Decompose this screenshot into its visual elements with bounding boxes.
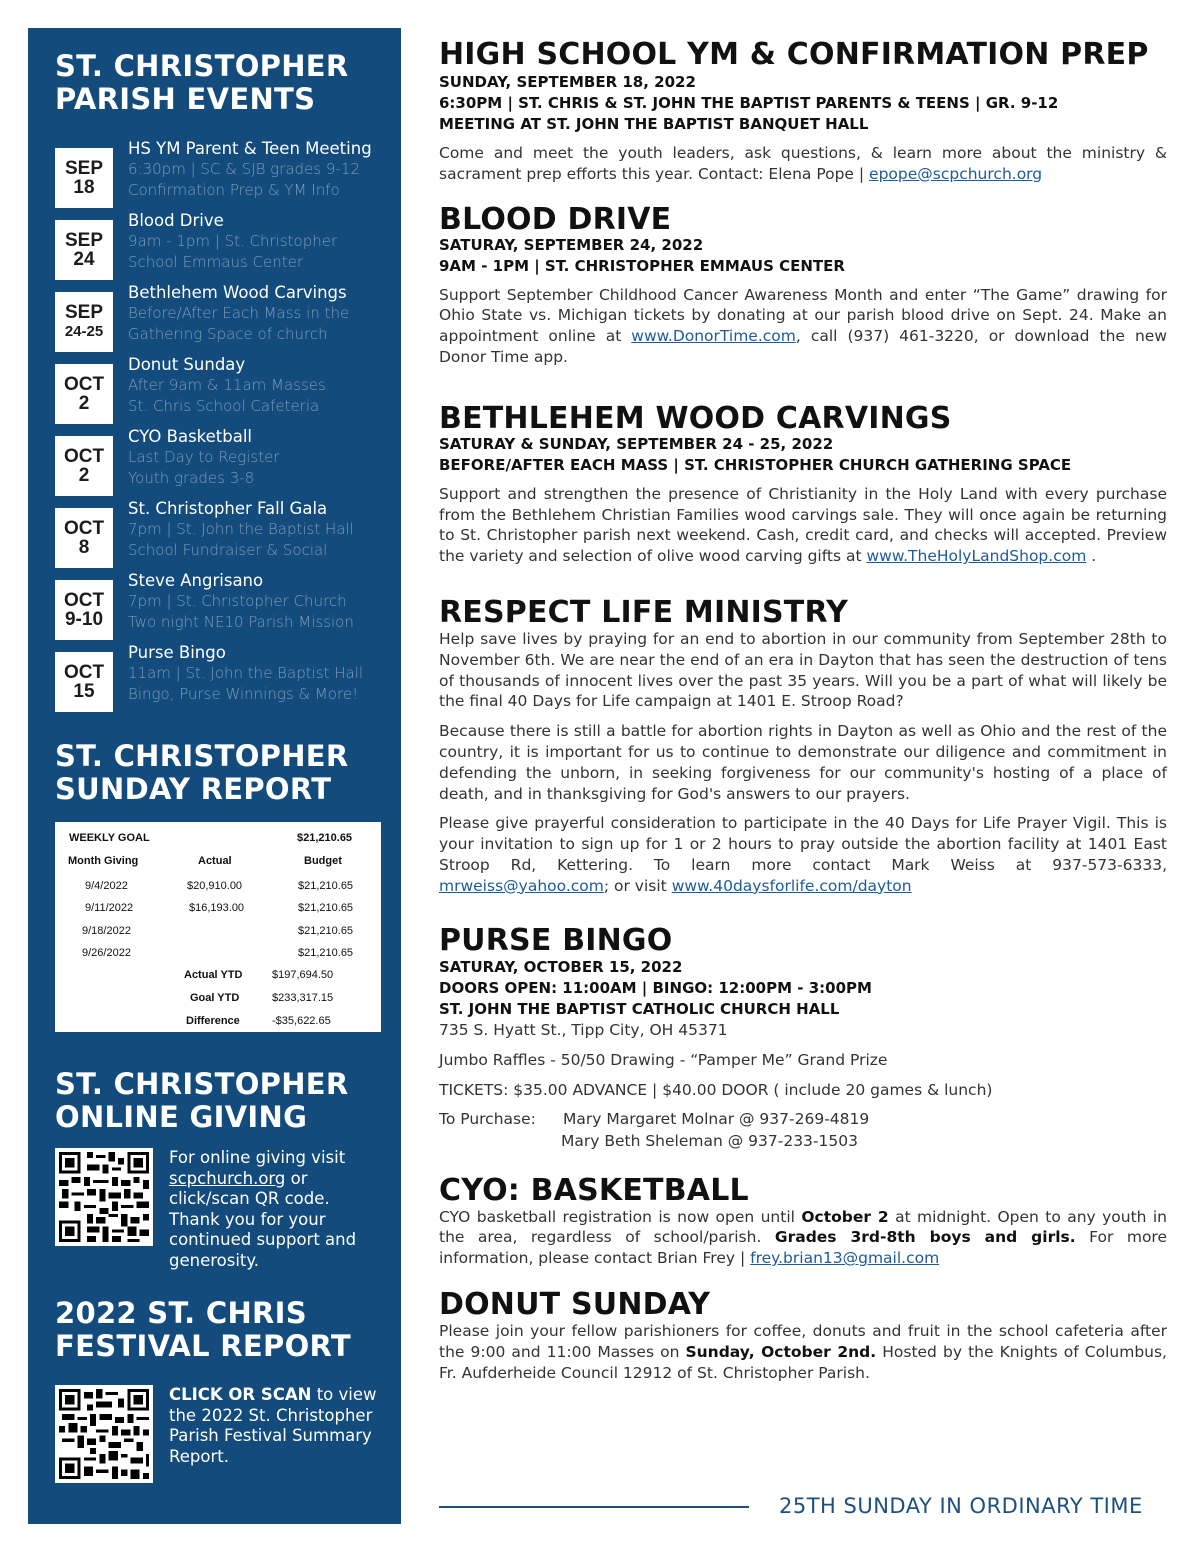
event-detail: Bingo, Purse Winnings & More! <box>128 684 359 703</box>
email-link[interactable]: frey.brian13@gmail.com <box>750 1249 940 1268</box>
scpchurch-link[interactable]: scpchurch.org <box>169 1168 286 1188</box>
event-detail: Last Day to Register <box>128 448 280 466</box>
section-subheading: 9AM - 1PM | ST. CHRISTOPHER EMMAUS CENTER <box>439 256 845 275</box>
section-subheading: MEETING AT ST. JOHN THE BAPTIST BANQUET HALL <box>439 115 869 133</box>
event-detail: School Fundraiser & Social <box>128 540 328 559</box>
event-title: HS YM Parent & Teen Meeting <box>128 139 372 158</box>
event-item[interactable] <box>55 210 401 282</box>
event-item[interactable] <box>55 354 401 426</box>
section-hs-ym <box>439 38 1167 185</box>
bingo-address: 735 S. Hyatt St., Tipp City, OH 45371 <box>439 1020 728 1039</box>
section-subheading: SATURAY, OCTOBER 15, 2022 <box>439 957 683 976</box>
section-cyo-basketball <box>439 1172 1168 1269</box>
email-link[interactable]: epope@scpchurch.org <box>869 164 1043 183</box>
weekly-goal-value: $21,210.65 <box>297 832 353 844</box>
event-detail: 7pm | St. John the Baptist Hall <box>128 520 354 538</box>
event-detail: Youth grades 3-8 <box>128 468 255 487</box>
event-item[interactable] <box>55 642 401 714</box>
section-subheading: 6:30PM | ST. CHRIS & ST. JOHN THE BAPTIST PARENTS & TEENS | GR. 9-12 <box>439 94 1059 112</box>
section-heading: CYO: BASKETBALL <box>439 1172 749 1208</box>
online-giving-heading: ST. CHRISTOPHER ONLINE GIVING <box>55 1067 349 1134</box>
section-subheading: BEFORE/AFTER EACH MASS | ST. CHRISTOPHER CHURCH GATHERING SPACE <box>439 455 1072 474</box>
event-title: St. Christopher Fall Gala <box>128 499 328 518</box>
row-date: 9/11/2022 <box>85 902 134 914</box>
goal-ytd-value: $233,317.15 <box>272 992 334 1004</box>
date-badge: SEP 24-25 <box>55 292 113 352</box>
row-budget: $21,210.65 <box>298 947 354 959</box>
difference-label: Difference <box>186 1015 240 1027</box>
event-title: Blood Drive <box>128 211 224 230</box>
donortime-link[interactable]: www.DonorTime.com <box>631 327 796 346</box>
section-bethlehem <box>439 400 1167 567</box>
event-item[interactable] <box>55 570 401 642</box>
row-date: 9/26/2022 <box>82 947 131 959</box>
bingo-tickets: TICKETS: $35.00 ADVANCE | $40.00 DOOR ( include 20 games & lunch) <box>439 1080 993 1099</box>
section-body: Help save lives by praying for an end to abortion in our community from September 28th to November 6th. We are near the end of an era in Dayton that has seen the destruction of tens of thousands of innocent lives over the past 35 years. Will you be a part of what will likely be the final 40 Days for Life campaign at 1401 E. Stroop Road? <box>439 629 1167 711</box>
row-date: 9/4/2022 <box>85 880 128 892</box>
event-detail: Gathering Space of church <box>128 324 328 343</box>
online-giving-block <box>55 1148 401 1271</box>
section-body: Support and strengthen the presence of Christianity in the Holy Land with every purchase from the Bethlehem Christian Families wood carvings sale. They will once again be returning to St. Christopher parish next weekend. Cash, credit card, and checks will accepted. Preview the variety and selection of olive wood carving gifts at www.TheHolyLandShop.com . <box>439 484 1167 566</box>
row-budget: $21,210.65 <box>298 880 354 892</box>
bingo-contact: Mary Beth Sheleman @ 937-233-1503 <box>561 1131 858 1150</box>
date-badge: OCT 9-10 <box>55 580 113 640</box>
goal-ytd-label: Goal YTD <box>190 992 240 1004</box>
event-title: Steve Angrisano <box>128 571 264 590</box>
email-link[interactable]: mrweiss@yahoo.com <box>439 876 604 895</box>
date-badge: SEP 24 <box>55 220 113 280</box>
40days-link[interactable]: www.40daysforlife.com/dayton <box>671 876 912 895</box>
difference-value: -$35,622.65 <box>272 1015 331 1027</box>
section-blood-drive <box>439 201 1167 368</box>
event-detail: Two night NE10 Parish Mission <box>128 612 354 631</box>
online-giving-text: For online giving visit scpchurch.org or click/scan QR code. Thank you for your continued support and generosity. <box>169 1148 357 1270</box>
section-subheading: ST. JOHN THE BAPTIST CATHOLIC CHURCH HALL <box>439 999 840 1018</box>
row-budget: $21,210.65 <box>298 902 354 914</box>
event-detail: Confirmation Prep & YM Info <box>128 180 340 199</box>
row-date: 9/18/2022 <box>82 925 131 937</box>
holylandshop-link[interactable]: www.TheHolyLandShop.com <box>866 547 1087 566</box>
events-list <box>55 138 401 714</box>
event-detail: 7pm | St. Christopher Church <box>128 592 347 610</box>
event-title: CYO Basketball <box>128 427 253 446</box>
row-budget: $21,210.65 <box>298 925 354 937</box>
section-respect-life <box>439 594 1167 897</box>
main-content <box>439 38 1167 1383</box>
section-body: Please give prayerful consideration to participate in the 40 Days for Life Prayer Vigil. This is your invitation to sign up for 1 or 2 hours to pray outside the abortion facility at 1401 East Stroop Rd, Kettering. To learn more contact Mark Weiss at 937-573-6333, mrweiss@yahoo.com; or visit www.40daysforlife.com/dayton <box>439 814 1167 895</box>
section-subheading: DOORS OPEN: 11:00AM | BINGO: 12:00PM - 3:00PM <box>439 978 872 997</box>
section-body: Support September Childhood Cancer Awareness Month and enter “The Game” drawing for Ohio State vs. Michigan tickets by donating at our parish blood drive on Sept. 24. Make an appointment online at www.DonorTime.com, call (937) 461-3220, or download the new Donor Time app. <box>439 285 1167 366</box>
event-detail: 11am | St. John the Baptist Hall <box>128 664 364 682</box>
col-actual-header: Actual <box>198 855 232 867</box>
festival-report-heading: 2022 ST. CHRIS FESTIVAL REPORT <box>55 1296 351 1363</box>
section-subheading: SUNDAY, SEPTEMBER 18, 2022 <box>439 73 696 91</box>
section-heading: DONUT SUNDAY <box>439 1286 711 1322</box>
event-title: Donut Sunday <box>128 355 246 374</box>
actual-ytd-label: Actual YTD <box>184 969 243 981</box>
event-title: Purse Bingo <box>128 643 226 662</box>
section-heading: BETHLEHEM WOOD CARVINGS <box>439 400 952 436</box>
event-item[interactable] <box>55 498 401 570</box>
date-badge: OCT 2 <box>55 364 113 424</box>
footer-text: 25TH SUNDAY IN ORDINARY TIME <box>779 1494 1143 1518</box>
event-detail: School Emmaus Center <box>128 252 304 271</box>
event-detail: St. Chris School Cafeteria <box>128 396 320 415</box>
section-body: Because there is still a battle for abortion rights in Dayton as well as Ohio and the rest of the country, it is important for us to continue to demonstrate our diligence and commitment in defending the unborn, in seeking forgiveness for our community's hosting of a place of death, and in thanksgiving for God's answers to our prayers. <box>439 722 1167 803</box>
row-actual: $16,193.00 <box>189 902 245 914</box>
event-detail: Before/After Each Mass in the <box>128 304 350 322</box>
section-heading: HIGH SCHOOL YM & CONFIRMATION PREP <box>439 37 1149 72</box>
section-heading: RESPECT LIFE MINISTRY <box>439 594 849 630</box>
event-detail: After 9am & 11am Masses <box>128 376 326 394</box>
section-body: Please join your fellow parishioners for coffee, donuts and fruit in the school cafeteria after the 9:00 and 11:00 Masses on Sunday, October 2nd. Hosted by the Knights of Columbus, Fr. Aufderheide Council 12912 of St. Christopher Parish. <box>439 1321 1167 1382</box>
section-subheading: SATURAY & SUNDAY, SEPTEMBER 24 - 25, 2022 <box>439 434 834 453</box>
event-title: Bethlehem Wood Carvings <box>128 283 347 302</box>
event-detail: 9am - 1pm | St. Christopher <box>128 232 338 250</box>
bingo-purchase: To Purchase: Mary Margaret Molnar @ 937-269-4819 Mary Beth Sheleman @ 937-233-1503 <box>439 1109 870 1150</box>
section-body: Come and meet the youth leaders, ask questions, & learn more about the ministry & sacrament prep efforts this year. Contact: Elena Pope | epope@scpchurch.org <box>439 144 1167 183</box>
festival-report-text: CLICK OR SCAN to view the 2022 St. Christopher Parish Festival Summary Report. <box>169 1385 377 1466</box>
section-heading: BLOOD DRIVE <box>439 201 672 237</box>
date-badge: OCT 2 <box>55 436 113 496</box>
festival-qr-code[interactable] <box>55 1385 153 1483</box>
section-subheading: SATURAY, SEPTEMBER 24, 2022 <box>439 235 704 254</box>
events-heading: ST. CHRISTOPHER PARISH EVENTS <box>55 49 349 116</box>
bingo-raffles: Jumbo Raffles - 50/50 Drawing - “Pamper Me” Grand Prize <box>439 1050 888 1069</box>
event-detail: 6:30pm | SC & SJB grades 9-12 <box>128 160 360 178</box>
row-actual: $20,910.00 <box>187 880 243 892</box>
bingo-contact: Mary Margaret Molnar @ 937-269-4819 <box>563 1109 870 1128</box>
sunday-report-table <box>55 822 381 1032</box>
col-month-header: Month Giving <box>68 855 139 867</box>
sidebar <box>28 28 401 1524</box>
section-heading: PURSE BINGO <box>439 922 673 958</box>
event-item[interactable] <box>55 138 401 210</box>
event-item[interactable] <box>55 282 401 354</box>
section-purse-bingo <box>439 922 1167 1153</box>
event-item[interactable] <box>55 426 401 498</box>
date-badge: OCT 15 <box>55 652 113 712</box>
date-badge: SEP 18 <box>55 148 113 208</box>
date-badge: OCT 8 <box>55 508 113 568</box>
sunday-report-heading: ST. CHRISTOPHER SUNDAY REPORT <box>55 739 349 806</box>
col-budget-header: Budget <box>304 855 342 867</box>
section-body: CYO basketball registration is now open until October 2 at midnight. Open to any youth in the area, regardless of school/parish. Grades 3rd-8th boys and girls. For more information, please contact Brian Frey | frey.brian13@gmail.com <box>439 1207 1168 1268</box>
footer <box>439 1494 1169 1522</box>
weekly-goal-label: WEEKLY GOAL <box>69 832 150 844</box>
section-donut-sunday <box>439 1286 1167 1383</box>
actual-ytd-value: $197,694.50 <box>272 969 334 981</box>
giving-qr-code[interactable] <box>55 1148 153 1246</box>
footer-rule <box>439 1506 749 1508</box>
festival-report-block <box>55 1385 401 1483</box>
